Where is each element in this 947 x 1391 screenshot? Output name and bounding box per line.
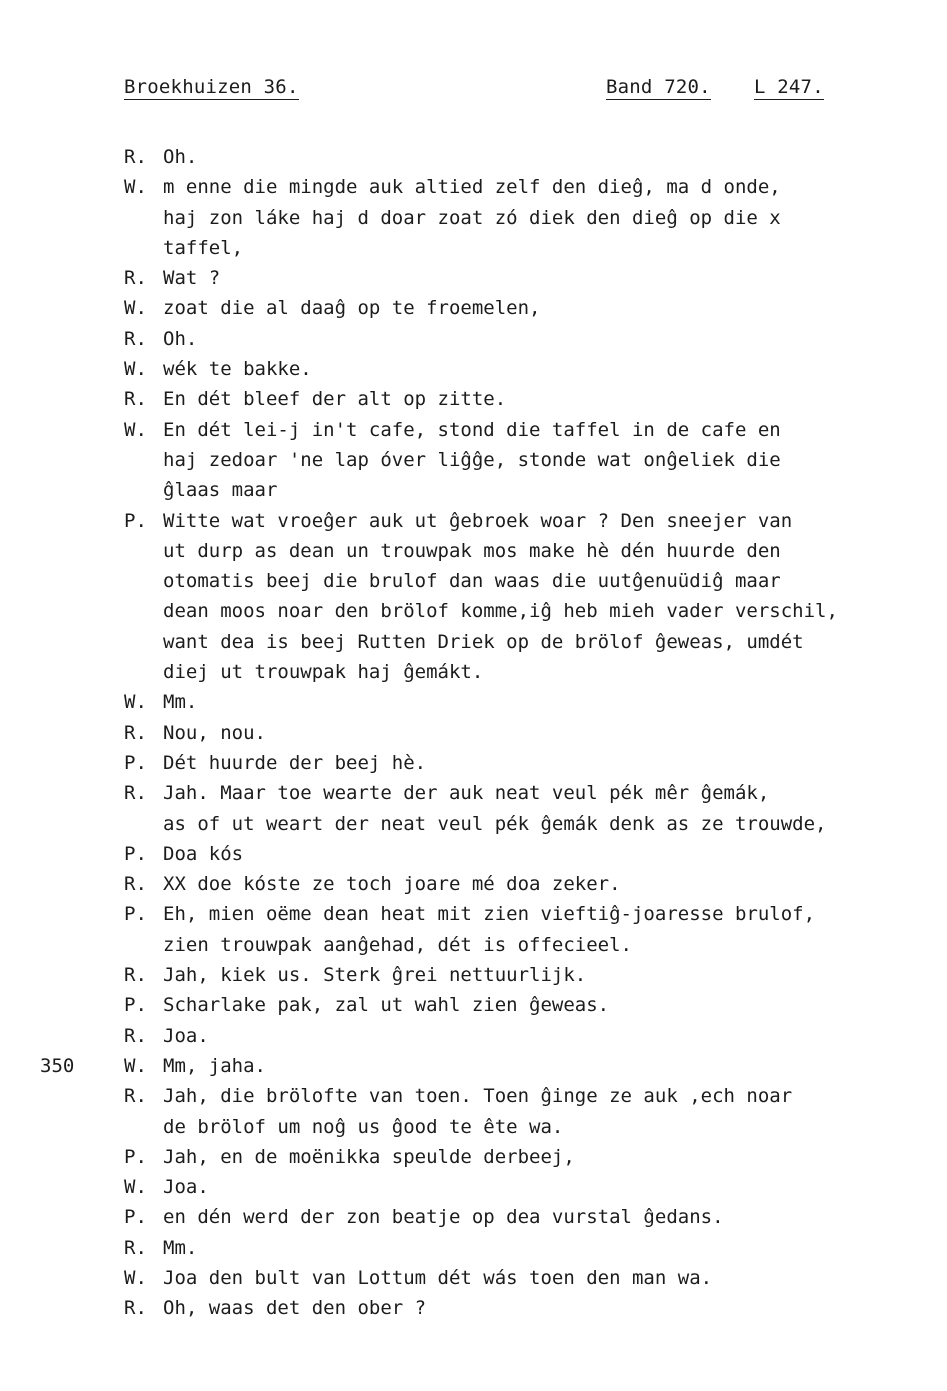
speaker-label: R. xyxy=(124,782,147,805)
transcript-turn xyxy=(0,1021,947,1051)
line-number: 350 xyxy=(40,1054,75,1077)
utterance-text: Dét huurde der beej hè. xyxy=(163,751,427,774)
transcript-turn xyxy=(0,415,947,506)
transcript-turn xyxy=(0,1202,947,1232)
speaker-label: R. xyxy=(124,873,147,896)
utterance-text: Joa. xyxy=(163,1176,209,1199)
utterance-text: Oh, waas det den ober ? xyxy=(163,1297,427,1320)
utterance-text: Mm. xyxy=(163,691,198,714)
utterance-text: Oh. xyxy=(163,146,198,168)
transcript-turn xyxy=(0,1263,947,1293)
transcript-turn xyxy=(0,263,947,293)
speaker-label: W. xyxy=(124,176,147,199)
transcript-turn xyxy=(0,506,947,688)
transcript-turn xyxy=(0,899,947,960)
speaker-label: W. xyxy=(124,1266,147,1289)
transcript-turn xyxy=(0,869,947,899)
transcript-turn xyxy=(0,293,947,323)
utterance-text: En dét bleef der alt op zitte. xyxy=(163,388,507,411)
transcript-turn xyxy=(0,384,947,414)
utterance-text: Jah, die brölofte van toen. Toen ĝinge ze auk ,ech noar de brölof um noĝ us ĝood te ête wa. xyxy=(163,1085,793,1138)
speaker-label: R. xyxy=(124,146,147,168)
speaker-label: R. xyxy=(124,1085,147,1108)
speaker-label: R. xyxy=(124,1236,147,1259)
utterance-text: Joa. xyxy=(163,1024,209,1047)
utterance-text: Wat ? xyxy=(163,267,221,290)
transcript-turn xyxy=(0,748,947,778)
utterance-text: XX doe kóste ze toch joare mé doa zeker. xyxy=(163,873,621,896)
transcript-turn xyxy=(0,142,947,172)
transcript-turn xyxy=(0,960,947,990)
header-location: Broekhuizen 36. xyxy=(124,76,299,98)
utterance-text: Jah, en de moënikka speulde derbeej, xyxy=(163,1145,575,1168)
transcript-turn xyxy=(0,687,947,717)
speaker-label: R. xyxy=(124,1024,147,1047)
utterance-text: Scharlake pak, zal ut wahl zien ĝeweas. xyxy=(163,994,610,1017)
speaker-label: W. xyxy=(124,358,147,381)
utterance-text: en dén werd der zon beatje op dea vurstal ĝedans. xyxy=(163,1206,724,1229)
transcript-turn xyxy=(0,990,947,1020)
speaker-label: R. xyxy=(124,388,147,411)
utterance-text: zoat die al daaĝ op te froemelen, xyxy=(163,297,541,320)
transcript-body xyxy=(0,142,947,1324)
speaker-label: W. xyxy=(124,691,147,714)
utterance-text: Doa kós xyxy=(163,842,244,865)
utterance-text: Mm, jaha. xyxy=(163,1054,266,1077)
utterance-text: m enne die mingde auk altied zelf den dieĝ, ma d onde, haj zon láke haj d doar zoat zó diek den dieĝ op die x taffel, xyxy=(163,176,781,259)
speaker-label: W. xyxy=(124,418,147,441)
transcript-turn xyxy=(0,324,947,354)
speaker-label: R. xyxy=(124,721,147,744)
transcript-turn xyxy=(0,718,947,748)
utterance-text: Jah. Maar toe wearte der auk neat veul pék mêr ĝemák, as of ut weart der neat veul pék ĝemák denk as ze trouwde, xyxy=(163,782,827,835)
speaker-label: P. xyxy=(124,751,147,774)
speaker-label: R. xyxy=(124,1297,147,1320)
utterance-text: Nou, nou. xyxy=(163,721,266,744)
transcript-turn xyxy=(0,354,947,384)
speaker-label: R. xyxy=(124,267,147,290)
transcript-turn xyxy=(0,839,947,869)
speaker-label: P. xyxy=(124,842,147,865)
utterance-text: Eh, mien oëme dean heat mit zien vieftiĝ-joaresse brulof, zien trouwpak aanĝehad, dét is offecieel. xyxy=(163,903,816,956)
transcript-turn xyxy=(0,1142,947,1172)
transcript-turn xyxy=(0,1051,947,1081)
transcript-turn xyxy=(0,1233,947,1263)
speaker-label: P. xyxy=(124,994,147,1017)
speaker-label: W. xyxy=(124,1176,147,1199)
utterance-text: Mm. xyxy=(163,1236,198,1259)
utterance-text: Witte wat vroeĝer auk ut ĝebroek woar ? Den sneejer van ut durp as dean un trouwpak mos make hè dén huurde den otomatis beej die brulof dan waas die uutĝenuüdiĝ maar dean moos noar den brölof komme,iĝ heb mieh vader verschil, want dea is beej Rutten Driek op de brölof ĝeweas, umdét diej ut trouwpak haj ĝemákt. xyxy=(163,509,838,684)
speaker-label: P. xyxy=(124,1145,147,1168)
utterance-text: En dét lei-j in't cafe, stond die taffel in de cafe en haj zedoar 'ne lap óver liĝĝe, stonde wat onĝeliek die ĝlaas maar xyxy=(163,418,781,502)
speaker-label: W. xyxy=(124,1054,147,1077)
speaker-label: W. xyxy=(124,297,147,320)
speaker-label: P. xyxy=(124,1206,147,1229)
header-reference: L 247. xyxy=(754,76,824,98)
transcript-turn xyxy=(0,1172,947,1202)
transcript-turn xyxy=(0,778,947,839)
utterance-text: Joa den bult van Lottum dét wás toen den man wa. xyxy=(163,1266,713,1289)
transcript-turn xyxy=(0,1081,947,1142)
speaker-label: R. xyxy=(124,964,147,987)
speaker-label: P. xyxy=(124,903,147,926)
header-band: Band 720. xyxy=(606,76,711,98)
transcript-turn xyxy=(0,1293,947,1323)
utterance-text: Jah, kiek us. Sterk ĝrei nettuurlijk. xyxy=(163,964,587,987)
speaker-label: P. xyxy=(124,509,147,532)
utterance-text: Oh. xyxy=(163,327,198,350)
utterance-text: wék te bakke. xyxy=(163,358,312,381)
speaker-label: R. xyxy=(124,327,147,350)
transcript-turn xyxy=(0,172,947,263)
